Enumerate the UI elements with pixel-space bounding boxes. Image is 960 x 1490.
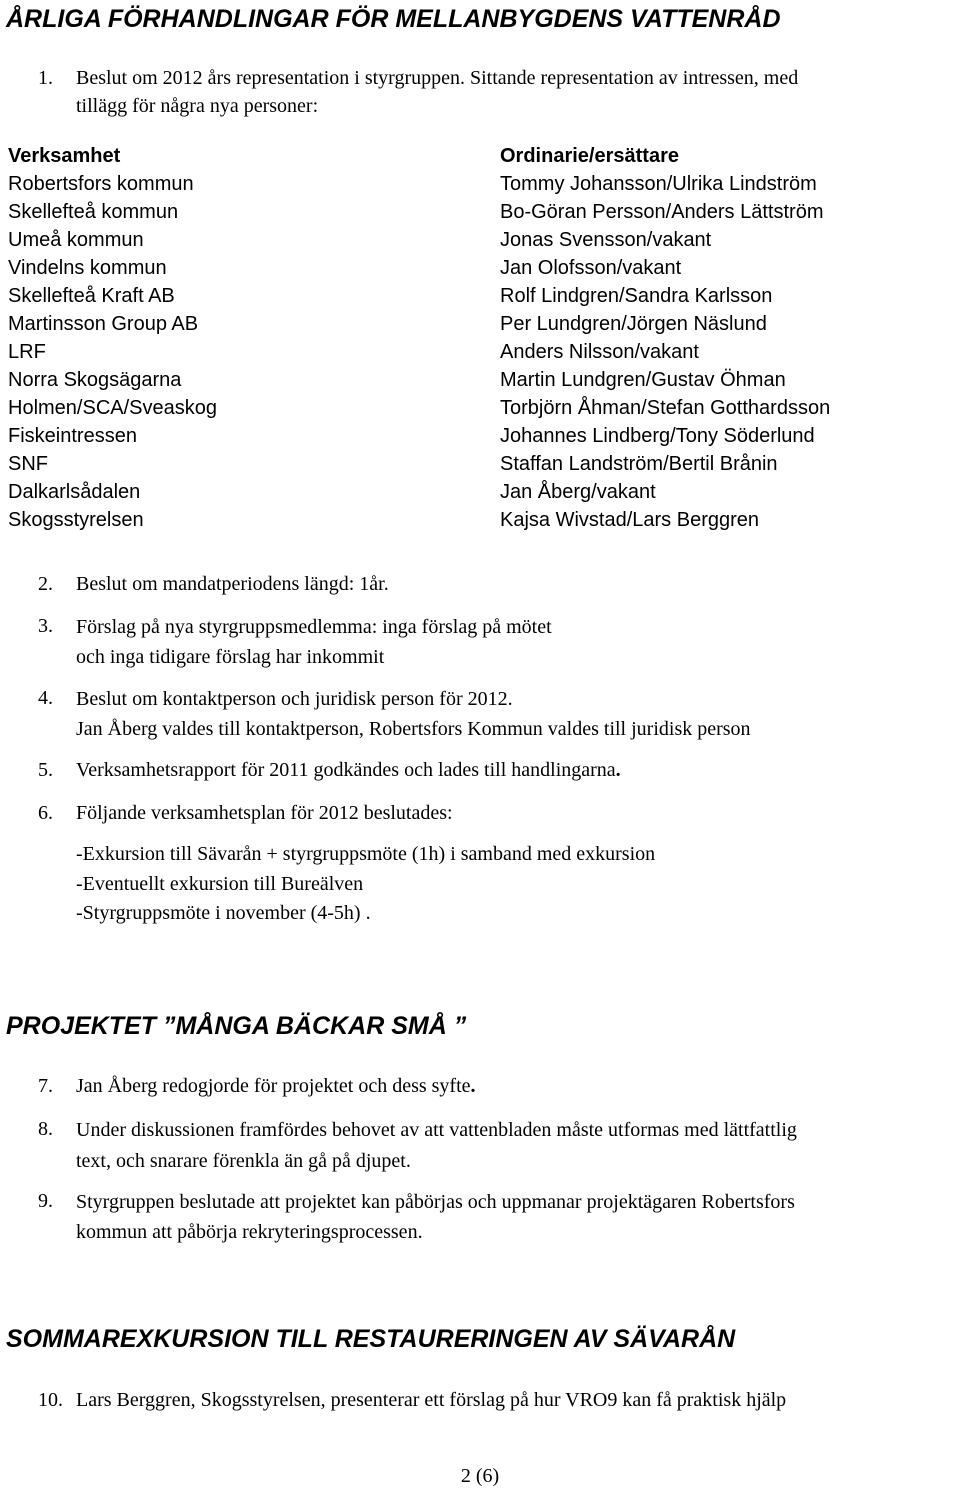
item-text-line	[76, 756, 960, 784]
representatives: Martin Lundgren/Gustav Öhman	[500, 369, 786, 391]
organization-column	[8, 142, 217, 534]
item-text-line: Beslut om mandatperiodens längd: 1år.	[76, 573, 389, 595]
organization-name: Robertsfors kommun	[8, 173, 194, 195]
item-number: 6.	[38, 802, 53, 824]
item-number: 2.	[38, 573, 53, 595]
organization-name: Martinsson Group AB	[8, 313, 199, 335]
item-text-line: Beslut om kontaktperson och juridisk person för 2012.	[76, 688, 513, 710]
item-number: 5.	[38, 759, 53, 781]
plan-line: -Styrgruppsmöte i november (4-5h) .	[76, 902, 371, 924]
item-text-line: Beslut om 2012 års representation i styrgruppen. Sittande representation av intressen, med	[76, 67, 799, 89]
activity-plan	[76, 840, 655, 929]
item-text-line: Förslag på nya styrgruppsmedlemma: inga förslag på mötet	[76, 616, 552, 638]
page-heading: ÅRLIGA FÖRHANDLINGAR FÖR MELLANBYGDENS VATTENRÅD	[6, 5, 781, 33]
plan-line: -Eventuellt exkursion till Bureälven	[76, 872, 364, 895]
organization-name: Skogsstyrelsen	[8, 509, 144, 531]
representatives: Per Lundgren/Jörgen Näslund	[500, 313, 767, 335]
item-text-line: tillägg för några nya personer:	[76, 95, 319, 117]
organization-name: Dalkarlsådalen	[8, 481, 141, 503]
organization-name: SNF	[8, 453, 48, 475]
representatives-column	[500, 142, 830, 534]
item-text-line: Följande verksamhetsplan för 2012 beslutades:	[76, 802, 453, 824]
organization-name: Fiskeintressen	[8, 425, 137, 447]
item-number: 10.	[38, 1389, 63, 1411]
item-number: 9.	[38, 1190, 53, 1212]
page-number: 2 (6)	[460, 1465, 500, 1487]
section-heading-projektet: PROJEKTET ”MÅNGA BÄCKAR SMÅ ”	[6, 1012, 467, 1040]
representatives: Staffan Landström/Bertil Brånin	[500, 453, 778, 475]
column-header-verksamhet: Verksamhet	[8, 145, 121, 167]
organization-name: Norra Skogsägarna	[8, 369, 182, 391]
organization-name: Umeå kommun	[8, 229, 144, 251]
item-text-line	[76, 1072, 960, 1100]
item-text-end: .	[470, 1075, 476, 1097]
item-text-line: Styrgruppen beslutade att projektet kan påbörjas och uppmanar projektägaren Robertsfors	[76, 1191, 795, 1213]
column-header-ordinarie: Ordinarie/ersättare	[500, 145, 679, 167]
item-number: 7.	[38, 1075, 53, 1097]
item-number: 1.	[38, 67, 53, 89]
item-text-line: kommun att påbörja rekryteringsprocessen.	[76, 1221, 423, 1243]
item-number: 4.	[38, 687, 53, 709]
representatives: Jan Olofsson/vakant	[500, 257, 682, 279]
item-text: Verksamhetsrapport för 2011 godkändes och lades till handlingarna	[76, 759, 616, 781]
organization-name: Skellefteå Kraft AB	[8, 285, 175, 307]
item-text-line: Jan Åberg valdes till kontaktperson, Robertsfors Kommun valdes till juridisk person	[76, 718, 751, 740]
organization-name: Skellefteå kommun	[8, 201, 179, 223]
representatives: Johannes Lindberg/Tony Söderlund	[500, 425, 815, 447]
organization-name: Holmen/SCA/Sveaskog	[8, 397, 217, 419]
representatives: Bo-Göran Persson/Anders Lättström	[500, 201, 824, 223]
representatives: Tommy Johansson/Ulrika Lindström	[500, 173, 817, 195]
section-heading-sommarexkursion: SOMMAREXKURSION TILL RESTAURERINGEN AV SÄVARÅN	[6, 1325, 736, 1353]
plan-line: -Exkursion till Sävarån + styrgruppsmöte (1h) i samband med exkursion	[76, 843, 656, 865]
representatives: Torbjörn Åhman/Stefan Gotthardsson	[500, 397, 831, 419]
item-text-end: .	[615, 759, 621, 781]
item-text: Jan Åberg redogjorde för projektet och dess syfte	[76, 1075, 471, 1097]
item-text-line: text, och snarare förenkla än gå på djupet.	[76, 1150, 411, 1172]
item-text-line: Under diskussionen framfördes behovet av att vattenbladen måste utformas med lättfattlig	[76, 1119, 797, 1141]
item-text-line: och inga tidigare förslag har inkommit	[76, 646, 385, 668]
representatives: Jan Åberg/vakant	[500, 481, 656, 503]
representatives: Kajsa Wivstad/Lars Berggren	[500, 509, 760, 531]
organization-name: LRF	[8, 341, 46, 363]
item-text-line: Lars Berggren, Skogsstyrelsen, presenterar ett förslag på hur VRO9 kan få praktisk hjälp	[76, 1389, 787, 1411]
representatives: Jonas Svensson/vakant	[500, 229, 712, 251]
item-number: 8.	[38, 1118, 53, 1140]
representatives: Anders Nilsson/vakant	[500, 341, 699, 363]
organization-name: Vindelns kommun	[8, 257, 167, 279]
item-number: 3.	[38, 615, 53, 637]
representatives: Rolf Lindgren/Sandra Karlsson	[500, 285, 773, 307]
